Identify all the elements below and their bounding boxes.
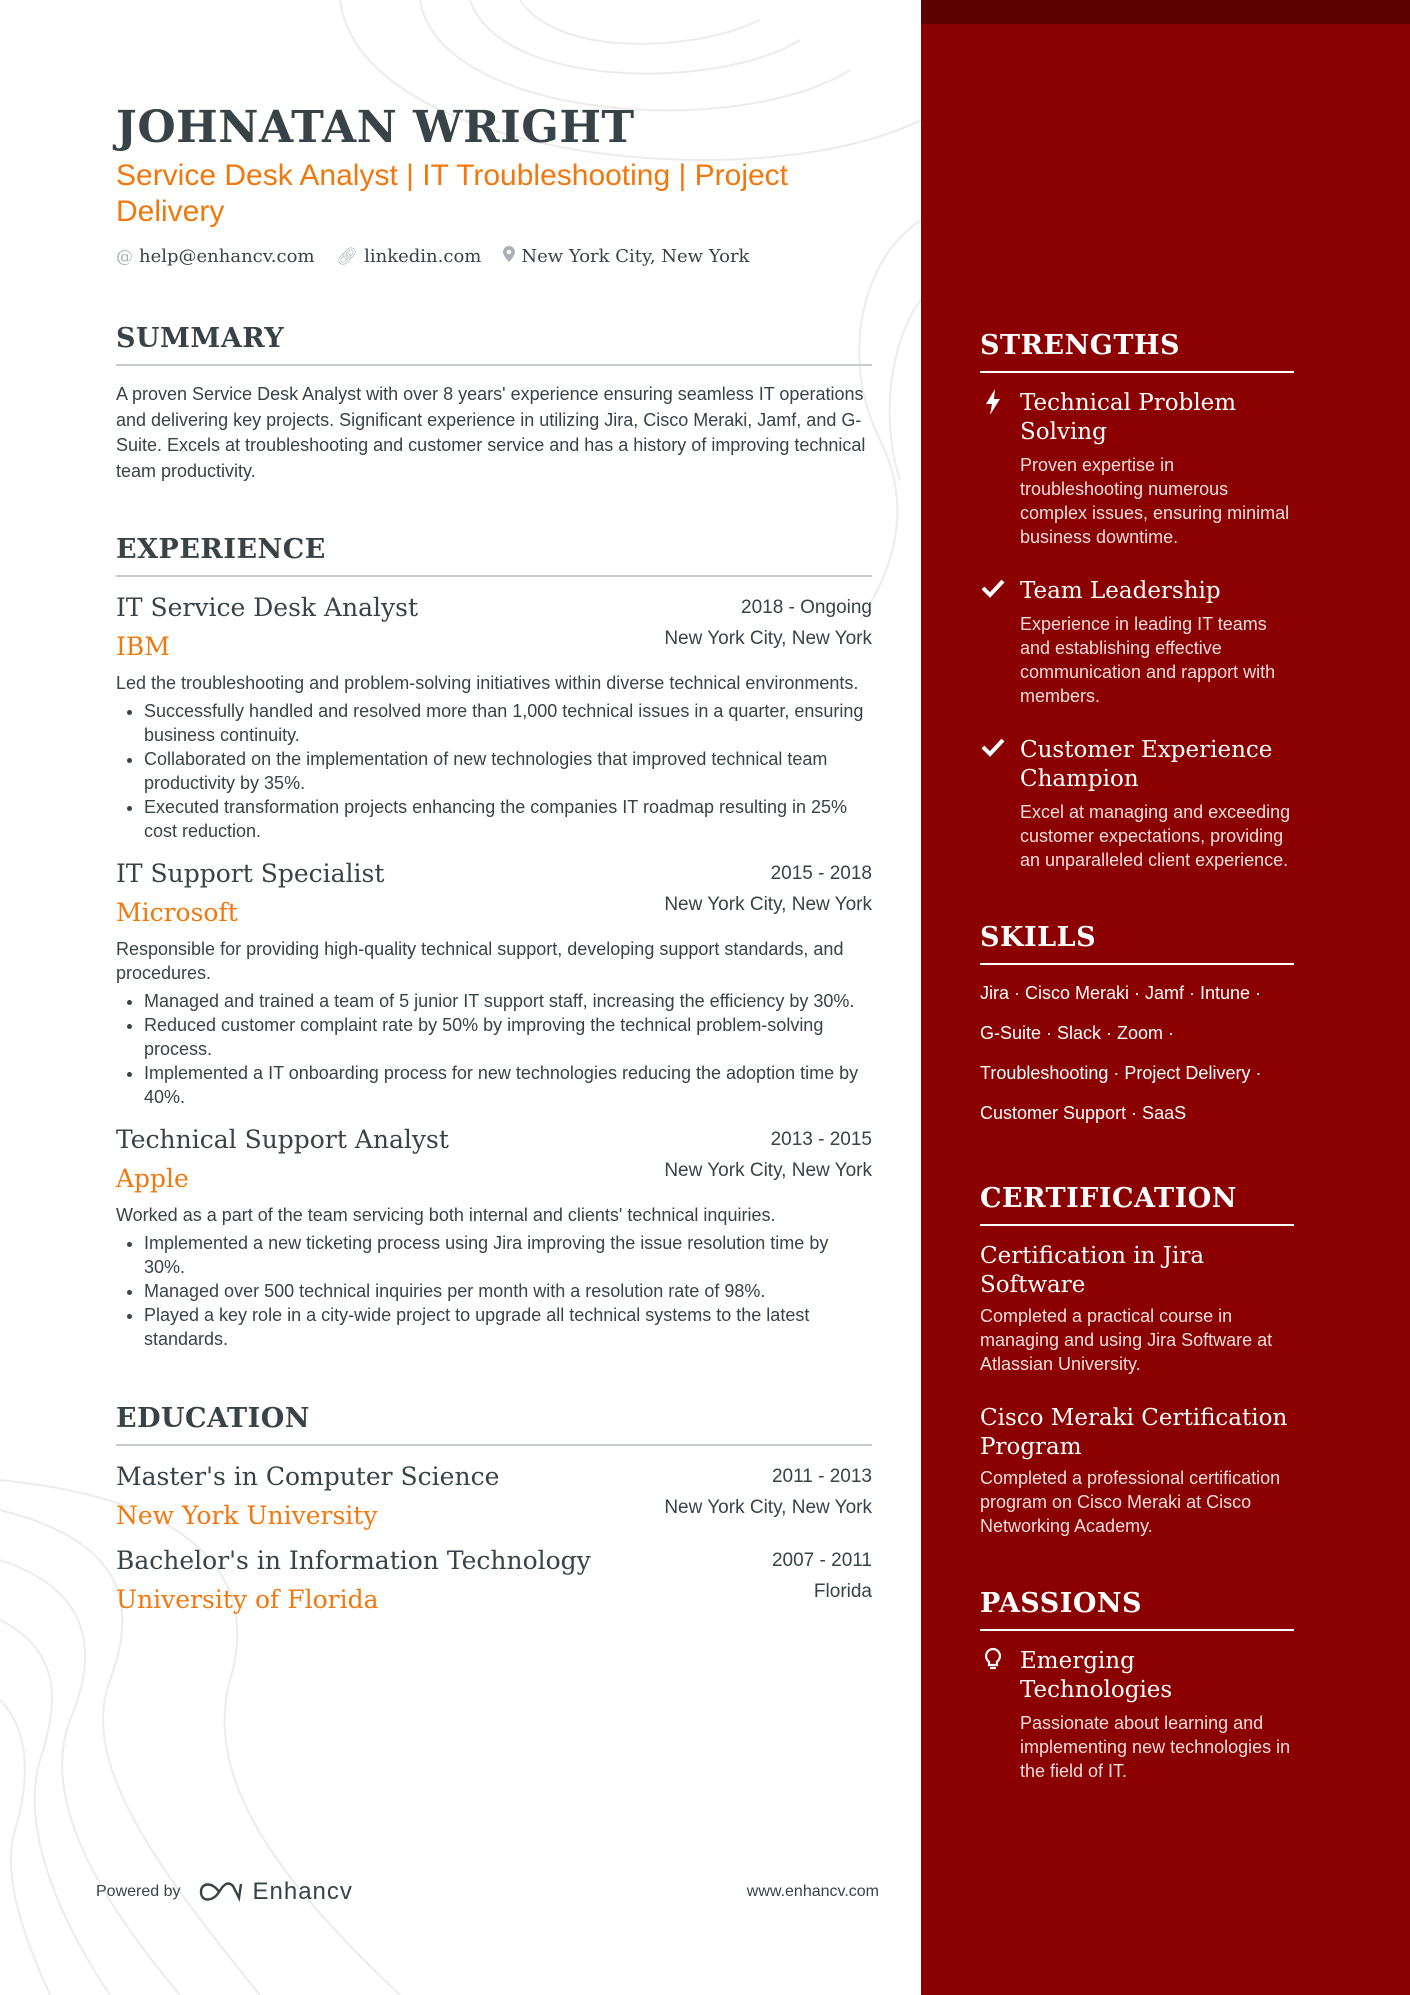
bullet-item: • Managed over 500 technical inquiries per month with a resolution rate of 98%. xyxy=(144,1279,872,1303)
job-bullets xyxy=(116,699,872,843)
job-title: IT Service Desk Analyst xyxy=(116,593,419,622)
bullet-item: • Collaborated on the implementation of new technologies that improved technical team productivity by 35%. xyxy=(144,747,872,795)
certification-item xyxy=(980,1242,1294,1376)
skills-title: SKILLS xyxy=(980,922,1294,965)
bullet-item: • Executed transformation projects enhancing the companies IT roadmap resulting in 25% cost reduction. xyxy=(144,795,872,843)
contact-location xyxy=(503,246,749,267)
company-name: IBM xyxy=(116,632,170,661)
strength-title: Technical Problem Solving xyxy=(1020,390,1237,445)
bullet-item: • Implemented a IT onboarding process for new technologies reducing the adoption time by 40%. xyxy=(144,1061,872,1109)
company-name: Apple xyxy=(116,1164,189,1193)
company-name: Microsoft xyxy=(116,898,238,927)
job-title: Technical Support Analyst xyxy=(116,1125,449,1154)
job-title: IT Support Specialist xyxy=(116,859,385,888)
certification-item xyxy=(980,1404,1294,1538)
check-icon xyxy=(980,736,1006,872)
email-text: help@enhancv.com xyxy=(139,246,315,267)
job-location: New York City, New York xyxy=(664,1160,872,1181)
passion-desc: Passionate about learning and implementing new technologies in the field of IT. xyxy=(1020,1713,1291,1781)
edu-dates: 2011 - 2013 xyxy=(771,1466,872,1487)
main-column xyxy=(116,100,872,1614)
experience-entry xyxy=(116,859,872,1109)
summary-title: SUMMARY xyxy=(116,323,872,366)
strength-item xyxy=(980,577,1294,708)
summary-text: A proven Service Desk Analyst with over 8 years' experience ensuring seamless IT operations and delivering key projects. Significant experience in utilizing Jira, Cisco Meraki, Jamf, and G-Suite. Excels at troubleshooting and customer service and has a history of improving technical team productivity. xyxy=(116,384,866,481)
footer-url[interactable]: www.enhancv.com xyxy=(746,1883,879,1900)
enhancv-logo-icon xyxy=(199,1880,243,1904)
sidebar-column xyxy=(980,330,1294,1783)
skills-line: G-Suite · Slack · Zoom · xyxy=(980,1023,1175,1043)
location-pin-icon xyxy=(503,246,515,267)
passion-item xyxy=(980,1647,1294,1783)
contact-linkedin[interactable] xyxy=(337,246,482,267)
experience-section xyxy=(116,534,872,1351)
skills-list xyxy=(980,973,1294,1133)
strength-desc: Excel at managing and exceeding customer expectations, providing an unparalleled client experience. xyxy=(1020,802,1291,870)
bullet-item: • Implemented a new ticketing process using Jira improving the issue resolution time by 30%. xyxy=(144,1231,872,1279)
job-description: Responsible for providing high-quality technical support, developing support standards, and procedures. xyxy=(116,939,844,983)
edu-dates: 2007 - 2011 xyxy=(771,1550,872,1571)
at-icon: @ xyxy=(116,246,133,267)
check-icon xyxy=(980,577,1006,708)
lightbulb-icon xyxy=(980,1647,1006,1783)
summary-section xyxy=(116,323,872,484)
bullet-item: • Played a key role in a city-wide project to upgrade all technical systems to the latest standards. xyxy=(144,1303,872,1351)
powered-by xyxy=(96,1878,353,1906)
strength-item xyxy=(980,389,1294,549)
strength-title: Customer Experience Champion xyxy=(1020,737,1273,792)
powered-by-text: Powered by xyxy=(96,1883,181,1900)
job-location: New York City, New York xyxy=(664,628,872,649)
job-bullets xyxy=(116,1231,872,1351)
certification-title: CERTIFICATION xyxy=(980,1183,1294,1226)
passions-title: PASSIONS xyxy=(980,1588,1294,1631)
strength-item xyxy=(980,736,1294,872)
degree: Bachelor's in Information Technology xyxy=(116,1546,591,1575)
contact-bar xyxy=(116,246,872,267)
certification-desc: Completed a professional certification program on Cisco Meraki at Cisco Networking Academy. xyxy=(980,1468,1281,1536)
edu-location: Florida xyxy=(813,1581,872,1602)
job-description: Worked as a part of the team servicing both internal and clients' technical inquiries. xyxy=(116,1205,776,1225)
candidate-name: JOHNATAN WRIGHT xyxy=(116,102,635,153)
skills-line: Customer Support · SaaS xyxy=(980,1103,1187,1123)
job-bullets xyxy=(116,989,872,1109)
job-location: New York City, New York xyxy=(664,894,872,915)
job-description: Led the troubleshooting and problem-solving initiatives within diverse technical environments. xyxy=(116,673,859,693)
strength-desc: Proven expertise in troubleshooting numerous complex issues, ensuring minimal business downtime. xyxy=(1020,455,1290,547)
linkedin-text: linkedin.com xyxy=(364,246,482,267)
strength-desc: Experience in leading IT teams and establishing effective communication and rapport with members. xyxy=(1020,614,1276,706)
bullet-item: • Managed and trained a team of 5 junior IT support staff, increasing the efficiency by 30%. xyxy=(144,989,872,1013)
edu-location: New York City, New York xyxy=(664,1497,872,1518)
strengths-title: STRENGTHS xyxy=(980,330,1294,373)
job-dates: 2013 - 2015 xyxy=(770,1129,872,1150)
link-icon: 🔗︎ xyxy=(336,246,359,267)
lightning-icon xyxy=(980,389,1006,549)
degree: Master's in Computer Science xyxy=(116,1462,500,1491)
job-dates: 2015 - 2018 xyxy=(770,863,872,884)
skills-line: Jira · Cisco Meraki · Jamf · Intune · xyxy=(980,983,1262,1003)
certification-name: Certification in Jira Software xyxy=(980,1243,1205,1298)
education-section xyxy=(116,1403,872,1614)
footer xyxy=(96,1878,879,1906)
enhancv-brand[interactable] xyxy=(199,1878,353,1906)
sidebar-top-band xyxy=(921,0,1410,24)
bullet-item: • Reduced customer complaint rate by 50% by improving the technical problem-solving process. xyxy=(144,1013,872,1061)
experience-title: EXPERIENCE xyxy=(116,534,872,577)
contact-email[interactable] xyxy=(116,246,315,267)
school-name: New York University xyxy=(116,1501,378,1530)
bullet-item: • Successfully handled and resolved more than 1,000 technical issues in a quarter, ensuring business continuity. xyxy=(144,699,872,747)
certification-name: Cisco Meraki Certification Program xyxy=(980,1405,1288,1460)
education-entry xyxy=(116,1546,872,1614)
certification-desc: Completed a practical course in managing and using Jira Software at Atlassian University. xyxy=(980,1306,1273,1374)
experience-entry xyxy=(116,1125,872,1351)
experience-entry xyxy=(116,593,872,843)
strength-title: Team Leadership xyxy=(1020,578,1221,604)
school-name: University of Florida xyxy=(116,1585,379,1614)
brand-name: Enhancv xyxy=(252,1878,353,1905)
education-title: EDUCATION xyxy=(116,1403,872,1446)
headline: Service Desk Analyst | IT Troubleshooting | Project Delivery xyxy=(116,159,789,228)
passion-title: Emerging Technologies xyxy=(1020,1648,1173,1703)
job-dates: 2018 - Ongoing xyxy=(741,597,872,618)
skills-line: Troubleshooting · Project Delivery · xyxy=(980,1063,1262,1083)
location-text: New York City, New York xyxy=(521,246,750,267)
education-entry xyxy=(116,1462,872,1530)
